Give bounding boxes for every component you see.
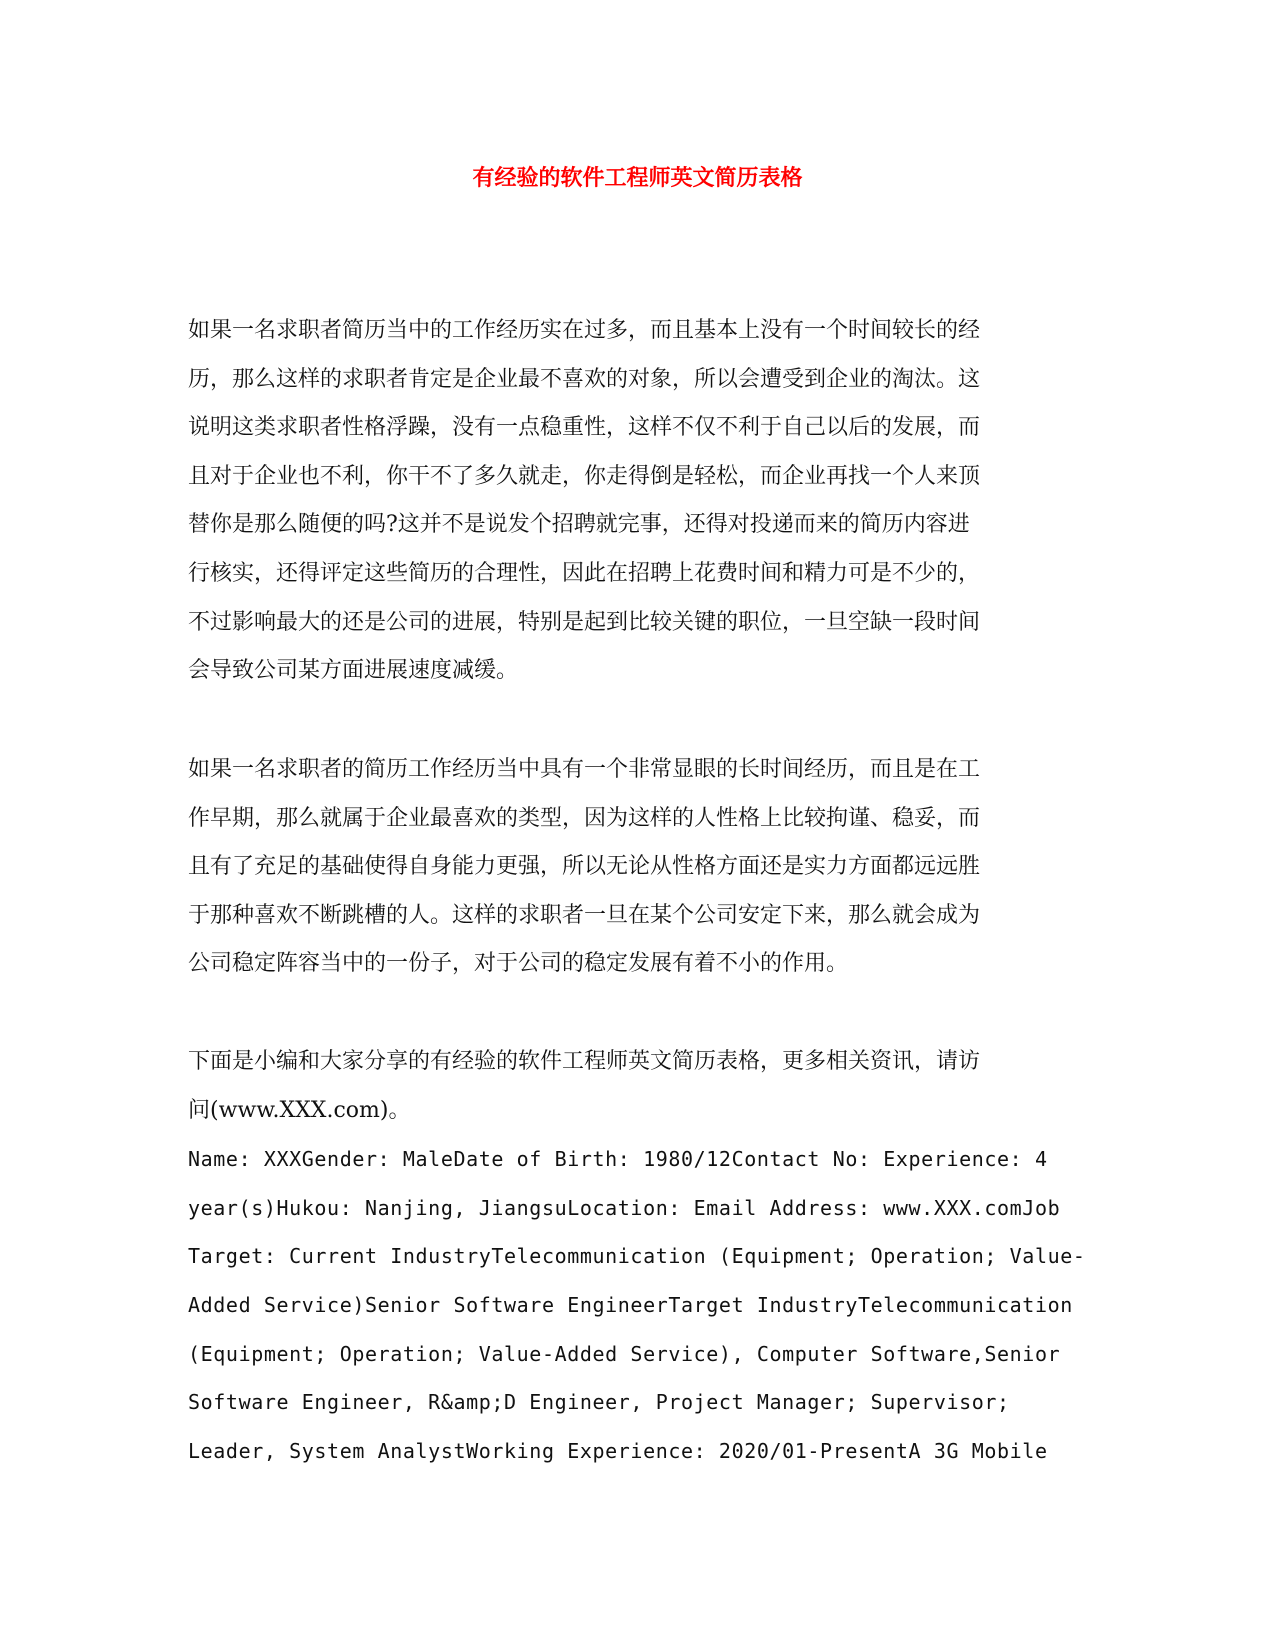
resume-line: Target: Current IndustryTelecommunication (Equipment; Operation; Value- — [188, 1244, 1086, 1269]
paragraph-line: 行核实，还得评定这些简历的合理性，因此在招聘上花费时间和精力可是不少的， — [188, 560, 981, 586]
resume-line: Added Service)Senior Software EngineerTarget IndustryTelecommunication — [188, 1292, 1073, 1317]
paragraph-line: 历，那么这样的求职者肯定是企业最不喜欢的对象，所以会遭受到企业的淘汰。这 — [188, 366, 981, 392]
paragraph-line: 说明这类求职者性格浮躁，没有一点稳重性，这样不仅不利于自己以后的发展，而 — [188, 415, 981, 441]
paragraph-line: 会导致公司某方面进展速度减缓。 — [188, 658, 519, 684]
paragraph-line: 问(www.XXX.com)。 — [188, 1097, 411, 1123]
paragraph-line: 且对于企业也不利，你干不了多久就走，你走得倒是轻松，而企业再找一个人来顶 — [188, 463, 981, 489]
paragraph-job-hopping — [188, 307, 1088, 696]
paragraph-line: 不过影响最大的还是公司的进展，特别是起到比较关键的职位，一旦空缺一段时间 — [188, 609, 981, 635]
resume-line: Leader, System AnalystWorking Experience: 2020/01-PresentA 3G Mobile — [188, 1438, 1048, 1463]
paragraph-line: 作早期，那么就属于企业最喜欢的类型，因为这样的人性格上比较拘谨、稳妥，而 — [188, 805, 981, 831]
resume-line: Name: XXXGender: MaleDate of Birth: 1980/12Contact No: Experience: 4 — [188, 1147, 1048, 1172]
paragraph-line: 公司稳定阵容当中的一份子，对于公司的稳定发展有着不小的作用。 — [188, 951, 849, 977]
paragraph-line: 替你是那么随便的吗?这并不是说发个招聘就完事，还得对投递而来的简历内容进 — [188, 512, 970, 538]
paragraph-line: 如果一名求职者简历当中的工作经历实在过多，而且基本上没有一个时间较长的经 — [188, 318, 981, 343]
paragraph-line: 于那种喜欢不断跳槽的人。这样的求职者一旦在某个公司安定下来，那么就会成为 — [188, 902, 981, 928]
paragraph-long-tenure — [188, 746, 1088, 989]
paragraph-line: 下面是小编和大家分享的有经验的软件工程师英文简历表格，更多相关资讯，请访 — [188, 1049, 981, 1074]
resume-line: year(s)Hukou: Nanjing, JiangsuLocation: Email Address: www.XXX.comJob — [188, 1195, 1061, 1220]
document-title: 有经验的软件工程师英文简历表格 — [472, 165, 803, 191]
resume-line: Software Engineer, R&amp;D Engineer, Project Manager; Supervisor; — [188, 1390, 1010, 1415]
paragraph-intro-and-resume — [188, 1038, 1088, 1475]
paragraph-line: 如果一名求职者的简历工作经历当中具有一个非常显眼的长时间经历，而且是在工 — [188, 757, 981, 782]
paragraph-line: 且有了充足的基础使得自身能力更强，所以无论从性格方面还是实力方面都远远胜 — [188, 854, 981, 880]
resume-line: (Equipment; Operation; Value-Added Service), Computer Software,Senior — [188, 1341, 1061, 1366]
